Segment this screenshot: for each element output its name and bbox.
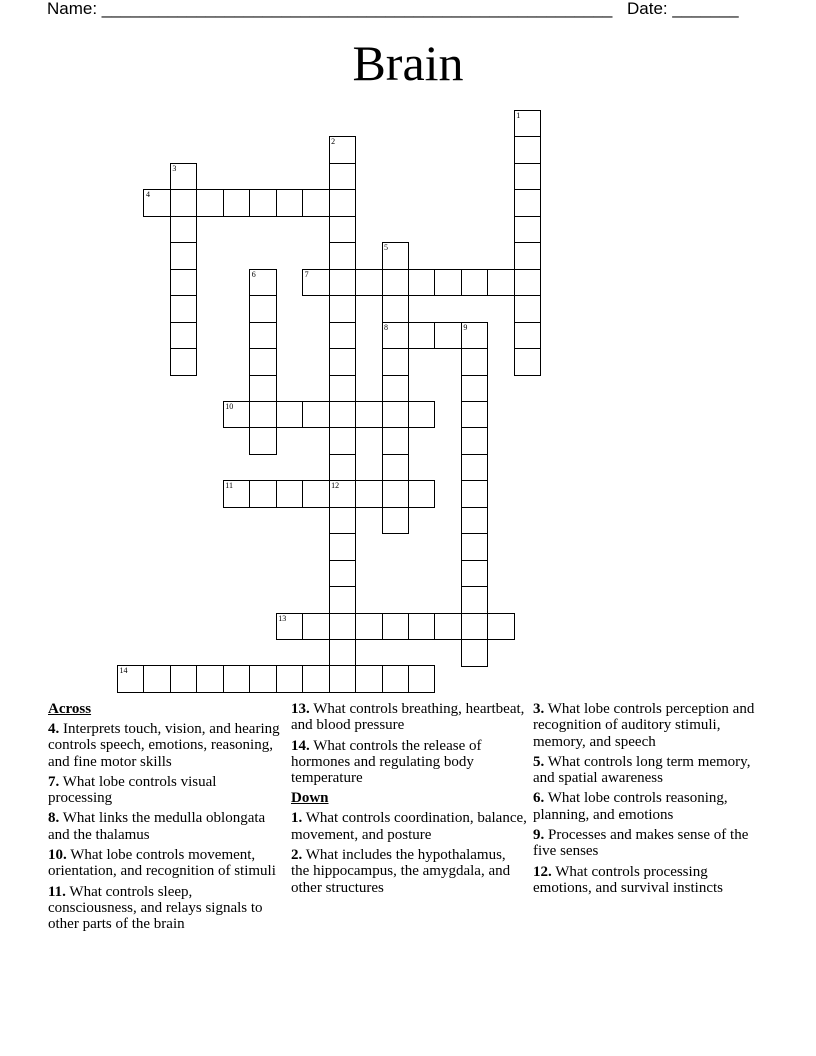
grid-cell[interactable] xyxy=(382,322,410,350)
grid-cell[interactable] xyxy=(487,613,515,641)
grid-cell[interactable] xyxy=(249,295,277,323)
grid-cell[interactable] xyxy=(461,507,489,535)
grid-cell[interactable] xyxy=(170,295,198,323)
grid-cell[interactable] xyxy=(355,269,383,297)
grid-cell[interactable] xyxy=(461,560,489,588)
grid-cell[interactable] xyxy=(382,427,410,455)
clue-number: 9. xyxy=(533,827,545,844)
grid-cell[interactable] xyxy=(329,560,357,588)
grid-cell[interactable] xyxy=(434,269,462,297)
clue-text: What lobe controls movement, orientation, and recognition of stimuli xyxy=(48,847,276,880)
clue-text: Processes and makes sense of the five senses xyxy=(533,827,749,860)
grid-cell[interactable] xyxy=(514,136,542,164)
grid-cell[interactable] xyxy=(249,269,277,297)
grid-cell[interactable] xyxy=(514,163,542,191)
grid-cell[interactable] xyxy=(382,401,410,429)
clue-text: What controls sleep, consciousness, and relays signals to other parts of the brain xyxy=(48,883,263,933)
grid-cell[interactable] xyxy=(329,375,357,403)
grid-cell[interactable] xyxy=(329,136,357,164)
clue-text: What lobe controls perception and recognition of auditory stimuli, memory, and speech xyxy=(533,701,755,750)
clue-text: What controls processing emotions, and survival instincts xyxy=(533,863,723,896)
grid-cell[interactable] xyxy=(170,269,198,297)
clue-number: 10. xyxy=(48,847,67,864)
grid-cell[interactable] xyxy=(514,295,542,323)
grid-cell[interactable] xyxy=(302,480,330,508)
grid-cell[interactable] xyxy=(276,665,304,693)
clue-14 xyxy=(291,738,527,787)
grid-cell[interactable] xyxy=(329,507,357,535)
grid-cell[interactable] xyxy=(329,613,357,641)
clue-number: 8. xyxy=(48,810,60,827)
clue-4 xyxy=(48,721,284,770)
grid-cell[interactable] xyxy=(382,613,410,641)
grid-cell[interactable] xyxy=(382,375,410,403)
grid-cell[interactable] xyxy=(382,348,410,376)
cell-number: 5 xyxy=(384,243,388,253)
grid-cell[interactable] xyxy=(382,480,410,508)
cell-number: 6 xyxy=(251,269,256,279)
grid-cell[interactable] xyxy=(329,454,357,482)
clue-number: 14. xyxy=(291,737,310,754)
grid-cell[interactable] xyxy=(329,427,357,455)
grid-cell[interactable] xyxy=(249,322,277,350)
grid-cell[interactable] xyxy=(329,189,357,217)
grid-cell[interactable] xyxy=(223,480,251,508)
clue-number: 1. xyxy=(291,810,303,827)
clue-text: What lobe controls visual processing xyxy=(48,773,217,807)
grid-cell[interactable] xyxy=(382,269,410,297)
clue-13 xyxy=(291,701,527,734)
cell-number: 10 xyxy=(225,401,234,411)
grid-cell[interactable] xyxy=(276,480,304,508)
clue-text: What controls breathing, heartbeat, and blood pressure xyxy=(291,701,525,734)
clue-text: What lobe controls reasoning, planning, and emotions xyxy=(533,790,728,823)
grid-cell[interactable] xyxy=(514,348,542,376)
grid-cell[interactable] xyxy=(461,269,489,297)
grid-cell[interactable] xyxy=(223,401,251,429)
grid-cell[interactable] xyxy=(382,242,410,270)
grid-cell[interactable] xyxy=(461,613,489,641)
grid-cell[interactable] xyxy=(461,401,489,429)
grid-cell[interactable] xyxy=(117,665,145,693)
grid-cell[interactable] xyxy=(249,401,277,429)
clues-column-2 xyxy=(291,701,527,900)
cell-number: 1 xyxy=(516,111,521,120)
page-title: Brain xyxy=(352,35,464,91)
clue-text: What includes the hypothalamus, the hippocampus, the amygdala, and other structures xyxy=(291,847,511,896)
grid-cell[interactable] xyxy=(302,613,330,641)
grid-cell[interactable] xyxy=(355,480,383,508)
grid-cell[interactable] xyxy=(329,216,357,244)
cell-number: 11 xyxy=(225,481,233,491)
name-field[interactable]: Name: ______________________________________________________ xyxy=(47,0,613,18)
down-heading: Down xyxy=(291,790,329,807)
clue-5 xyxy=(533,754,769,787)
clue-text: What controls long term memory, and spatial awareness xyxy=(533,753,751,787)
grid-cell[interactable] xyxy=(408,322,436,350)
grid-cell[interactable] xyxy=(382,454,410,482)
grid-cell[interactable] xyxy=(170,665,198,693)
grid-cell[interactable] xyxy=(408,480,436,508)
grid-cell[interactable] xyxy=(461,375,489,403)
grid-cell[interactable] xyxy=(355,613,383,641)
grid-cell[interactable] xyxy=(461,454,489,482)
grid-cell[interactable] xyxy=(382,665,410,693)
grid-cell[interactable] xyxy=(461,586,489,614)
grid-cell[interactable] xyxy=(461,639,489,667)
grid-cell[interactable] xyxy=(143,189,171,217)
cell-number: 9 xyxy=(463,322,468,332)
grid-cell[interactable] xyxy=(170,322,198,350)
grid-cell[interactable] xyxy=(329,295,357,323)
cell-number: 7 xyxy=(304,269,309,279)
grid-cell[interactable] xyxy=(514,269,542,297)
grid-cell[interactable] xyxy=(302,189,330,217)
grid-cell[interactable] xyxy=(514,322,542,350)
clue-text: What controls the release of hormones and regulating body temperature xyxy=(291,737,482,787)
grid-cell[interactable] xyxy=(249,189,277,217)
cell-number: 13 xyxy=(278,613,287,623)
cell-number: 12 xyxy=(331,481,340,491)
grid-cell[interactable] xyxy=(249,480,277,508)
grid-cell[interactable] xyxy=(329,348,357,376)
clue-number: 3. xyxy=(533,701,545,717)
grid-cell[interactable] xyxy=(249,665,277,693)
clue-1 xyxy=(291,810,527,843)
clues-column-1 xyxy=(48,701,284,937)
grid-cell[interactable] xyxy=(461,348,489,376)
clue-9 xyxy=(533,827,769,860)
grid-cell[interactable] xyxy=(223,665,251,693)
grid-cell[interactable] xyxy=(329,322,357,350)
clue-7 xyxy=(48,774,284,807)
grid-cell[interactable] xyxy=(143,665,171,693)
grid-cell[interactable] xyxy=(434,613,462,641)
grid-cell[interactable] xyxy=(329,163,357,191)
grid-cell[interactable] xyxy=(196,665,224,693)
grid-cell[interactable] xyxy=(329,242,357,270)
clue-text: Interprets touch, vision, and hearing controls speech, emotions, reasoning, and fine motor skills xyxy=(48,721,280,770)
clue-number: 4. xyxy=(48,721,60,737)
grid-cell[interactable] xyxy=(461,427,489,455)
grid-cell[interactable] xyxy=(249,427,277,455)
grid-cell[interactable] xyxy=(170,163,198,191)
grid-cell[interactable] xyxy=(329,269,357,297)
grid-cell[interactable] xyxy=(276,401,304,429)
grid-cell[interactable] xyxy=(514,216,542,244)
clue-number: 13. xyxy=(291,701,310,717)
clue-number: 11. xyxy=(48,883,66,900)
grid-cell[interactable] xyxy=(170,242,198,270)
clue-10 xyxy=(48,847,284,880)
grid-cell[interactable] xyxy=(355,401,383,429)
grid-cell[interactable] xyxy=(302,269,330,297)
cell-number: 14 xyxy=(119,666,128,676)
clue-number: 5. xyxy=(533,753,545,770)
cell-number: 4 xyxy=(145,190,150,200)
grid-cell[interactable] xyxy=(514,110,542,138)
grid-cell[interactable] xyxy=(514,189,542,217)
grid-cell[interactable] xyxy=(170,348,198,376)
grid-cell[interactable] xyxy=(408,613,436,641)
grid-cell[interactable] xyxy=(461,322,489,350)
clue-2 xyxy=(291,847,527,896)
grid-cell[interactable] xyxy=(382,507,410,535)
grid-cell[interactable] xyxy=(434,322,462,350)
grid-cell[interactable] xyxy=(329,586,357,614)
clue-number: 6. xyxy=(533,790,545,807)
grid-cell[interactable] xyxy=(461,480,489,508)
grid-cell[interactable] xyxy=(329,639,357,667)
date-field[interactable]: Date: _______ xyxy=(627,0,739,18)
clue-3 xyxy=(533,701,769,750)
clue-6 xyxy=(533,790,769,823)
clue-11 xyxy=(48,884,284,933)
clue-8 xyxy=(48,810,284,843)
grid-cell[interactable] xyxy=(329,480,357,508)
grid-cell[interactable] xyxy=(302,665,330,693)
grid-cell[interactable] xyxy=(276,189,304,217)
grid-cell[interactable] xyxy=(329,665,357,693)
grid-cell[interactable] xyxy=(355,665,383,693)
grid-cell[interactable] xyxy=(276,613,304,641)
grid-cell[interactable] xyxy=(408,269,436,297)
clue-text: What links the medulla oblongata and the thalamus xyxy=(48,810,266,843)
across-heading: Across xyxy=(48,701,92,717)
clue-number: 7. xyxy=(48,773,60,790)
grid-cell[interactable] xyxy=(170,216,198,244)
clue-12 xyxy=(533,864,769,897)
grid-cell[interactable] xyxy=(408,665,436,693)
grid-cell[interactable] xyxy=(329,401,357,429)
grid-cell[interactable] xyxy=(302,401,330,429)
clue-number: 12. xyxy=(533,863,552,880)
clue-number: 2. xyxy=(291,847,303,864)
grid-cell[interactable] xyxy=(487,269,515,297)
grid-cell[interactable] xyxy=(329,533,357,561)
clues-column-3 xyxy=(533,701,769,900)
grid-cell[interactable] xyxy=(514,242,542,270)
grid-cell[interactable] xyxy=(196,189,224,217)
cell-number: 2 xyxy=(331,137,336,147)
grid-cell[interactable] xyxy=(170,189,198,217)
grid-cell[interactable] xyxy=(223,189,251,217)
grid-cell[interactable] xyxy=(408,401,436,429)
clue-text: What controls coordination, balance, movement, and posture xyxy=(291,810,527,843)
cell-number: 3 xyxy=(172,163,177,173)
grid-cell[interactable] xyxy=(382,295,410,323)
grid-cell[interactable] xyxy=(249,375,277,403)
grid-cell[interactable] xyxy=(249,348,277,376)
grid-cell[interactable] xyxy=(461,533,489,561)
cell-number: 8 xyxy=(384,322,388,332)
